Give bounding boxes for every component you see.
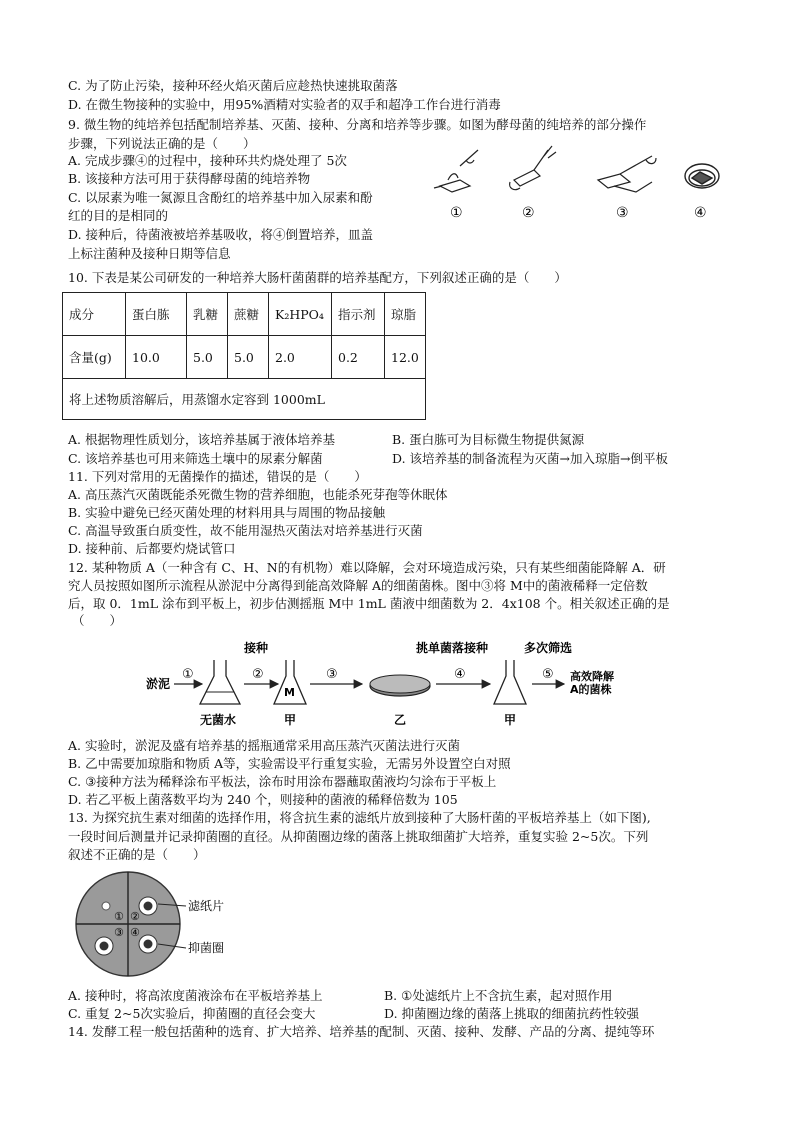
flask-label-sterile-water: 无菌水 — [200, 713, 237, 727]
table-header-row — [63, 293, 426, 336]
q11-option-a: A. 高压蒸汽灭菌既能杀死微生物的营养细胞，也能杀死芽孢等休眠体 — [68, 487, 448, 502]
flow-step-2: ② — [252, 667, 264, 682]
q9-option-b: B. 该接种方法可用于获得酵母菌的纯培养物 — [68, 171, 311, 186]
inhibition-zone-label: 抑菌圈 — [188, 941, 225, 955]
filter-disc-3 — [100, 942, 109, 951]
quadrant-1-label: ① — [114, 910, 124, 923]
medium-recipe-table — [62, 292, 426, 420]
q8-option-c: C. 为了防止污染，接种环经火焰灭菌后应趁热快速挑取菌落 — [68, 78, 398, 93]
antibiotic-plate-figure — [70, 868, 270, 984]
table-cell: 2.0 — [269, 336, 332, 379]
table-cell: 0.2 — [332, 336, 385, 379]
filter-disc-2 — [144, 902, 153, 911]
table-footer: 将上述物质溶解后，用蒸馏水定容到 1000mL — [63, 379, 426, 420]
step-3-label: ③ — [616, 205, 629, 221]
streak-plate-illustration — [598, 156, 656, 192]
result-label-line2: A的菌株 — [570, 683, 612, 696]
filter-paper-label: 滤纸片 — [188, 899, 225, 913]
q13-stem-line2: 一段时间后测量并记录抑菌圈的直径。从抑菌圈边缘的菌落上挑取细菌扩大培养，重复实验 2~5次。下列 — [68, 829, 649, 844]
q10-stem: 10. 下表是某公司研发的一种培养大肠杆菌菌群的培养基配方，下列叙述正确的是（ ） — [68, 270, 567, 285]
quadrant-4-label: ④ — [130, 926, 140, 939]
q12-option-d: D. 若乙平板上菌落数平均为 240 个，则接种的菌液的稀释倍数为 105 — [68, 792, 458, 807]
q12-stem-line3: 后，取 0．1mL 涂布到平板上，初步估测摇瓶 M中 1mL 菌液中细菌数为 2．4x108 个。相关叙述正确的是 — [68, 596, 670, 611]
step-1-label: ① — [450, 205, 463, 221]
pick-colony-label: 挑单菌落接种 — [416, 641, 489, 655]
q12-option-c: C. ③接种方法为稀释涂布平板法，涂布时用涂布器蘸取菌液均匀涂布于平板上 — [68, 774, 497, 789]
table-row — [63, 336, 426, 379]
step-4-label: ④ — [694, 205, 707, 221]
table-cell: 10.0 — [126, 336, 187, 379]
q13-option-c: C. 重复 2~5次实验后，抑菌圈的直径会变大 — [68, 1006, 316, 1021]
shake-flask-jia — [494, 660, 526, 704]
filter-disc-1 — [102, 902, 110, 910]
q13-stem-line3: 叙述不正确的是（ ） — [68, 847, 206, 862]
q9-option-a: A. 完成步骤④的过程中，接种环共灼烧处理了 5次 — [68, 153, 347, 168]
inoculate-label: 接种 — [244, 641, 269, 655]
q13-stem-line1: 13. 为探究抗生素对细菌的选择作用，将含抗生素的滤纸片放到接种了大肠杆菌的平板培养基上（如下图), — [68, 810, 651, 825]
flask-m-label: M — [284, 686, 295, 699]
q13-option-d: D. 抑菌圈边缘的菌落上挑取的细菌抗药性较强 — [384, 1006, 640, 1021]
q11-option-d: D. 接种前、后都要灼烧试管口 — [68, 541, 236, 556]
q9-option-c-line1: C. 以尿素为唯一氮源且含酚红的培养基中加入尿素和酚 — [68, 190, 373, 205]
table-header-cell: 蛋白胨 — [126, 293, 187, 336]
q11-option-b: B. 实验中避免已经灭菌处理的材料用具与周围的物品接触 — [68, 505, 386, 520]
flow-step-3: ③ — [326, 667, 338, 682]
flow-step-1: ① — [182, 667, 194, 682]
table-header-cell: 乳糖 — [187, 293, 228, 336]
q12-option-b: B. 乙中需要加琼脂和物质 A等，实验需设平行重复实验，无需另外设置空白对照 — [68, 756, 511, 771]
q12-stem-line2: 究人员按照如图所示流程从淤泥中分离得到能高效降解 A的细菌菌株。图中③将 M中的菌液稀释一定倍数 — [68, 578, 648, 593]
table-header-cell: 琼脂 — [385, 293, 426, 336]
q12-stem-line4: （ ） — [72, 613, 123, 628]
petri-dish-illustration — [685, 164, 719, 188]
q9-option-c-line2: 红的目的是相同的 — [68, 208, 169, 223]
table-cell: 5.0 — [228, 336, 269, 379]
q12-stem-line1: 12. 某种物质 A（一种含有 C、H、N的有机物）难以降解，会对环境造成污染，只有某些细菌能降解 A．研 — [68, 560, 666, 575]
table-footer-row — [63, 379, 426, 420]
sludge-label: 淤泥 — [146, 677, 171, 691]
flask-label-jia-2: 甲 — [504, 713, 517, 727]
q10-option-b: B. 蛋白胨可为目标微生物提供氮源 — [392, 432, 585, 447]
flow-step-4: ④ — [454, 667, 466, 682]
q13-option-b: B. ①处滤纸片上不含抗生素，起对照作用 — [384, 988, 613, 1003]
table-cell: 5.0 — [187, 336, 228, 379]
flow-step-5: ⑤ — [542, 667, 554, 682]
q10-option-c: C. 该培养基也可用来筛选土壤中的尿素分解菌 — [68, 451, 323, 466]
q9-stem-line1: 9. 微生物的纯培养包括配制培养基、灭菌、接种、分离和培养等步骤。如图为酵母菌的纯培养的部分操作 — [68, 117, 647, 132]
tube-inoculate-illustration — [510, 146, 556, 190]
q10-option-a: A. 根据物理性质划分，该培养基属于液体培养基 — [68, 432, 335, 447]
table-header-cell: K₂HPO₄ — [269, 293, 332, 336]
step-2-label: ② — [522, 205, 535, 221]
q8-option-d: D. 在微生物接种的实验中，用95%酒精对实验者的双手和超净工作台进行消毒 — [68, 97, 501, 112]
sterile-water-flask — [200, 660, 240, 704]
table-header-cell: 指示剂 — [332, 293, 385, 336]
result-label-line1: 高效降解 — [570, 670, 614, 683]
q13-option-a: A. 接种时，将高浓度菌液涂布在平板培养基上 — [68, 988, 323, 1003]
multi-screen-label: 多次筛选 — [524, 641, 573, 655]
q9-stem-line2: 步骤，下列说法正确的是（ ） — [68, 136, 256, 151]
q11-option-c: C. 高温导致蛋白质变性，故不能用湿热灭菌法对培养基进行灭菌 — [68, 523, 423, 538]
plate-label-yi: 乙 — [394, 713, 407, 727]
flame-sterilize-illustration — [434, 150, 478, 192]
table-cell: 12.0 — [385, 336, 426, 379]
flask-label-jia-1: 甲 — [284, 713, 297, 727]
table-row-label: 含量(g) — [63, 336, 126, 379]
quadrant-3-label: ③ — [114, 926, 124, 939]
isolation-flowchart — [140, 632, 640, 732]
filter-disc-4 — [144, 940, 153, 949]
q14-stem: 14. 发酵工程一般包括菌种的选育、扩大培养、培养基的配制、灭菌、接种、发酵、产品的分离、提纯等环 — [68, 1024, 655, 1039]
q9-option-d-line2: 上标注菌种及接种日期等信息 — [68, 246, 231, 261]
q11-stem: 11. 下列对常用的无菌操作的描述，错误的是（ ） — [68, 469, 367, 484]
q10-option-d: D. 该培养基的制备流程为灭菌→加入琼脂→倒平板 — [392, 451, 668, 466]
table-header-cell: 蔗糖 — [228, 293, 269, 336]
q12-option-a: A. 实验时，淤泥及盛有培养基的摇瓶通常采用高压蒸汽灭菌法进行灭菌 — [68, 738, 460, 753]
q9-steps-figure — [430, 142, 720, 224]
q9-option-d-line1: D. 接种后，待菌液被培养基吸收，将④倒置培养，皿盖 — [68, 227, 374, 242]
quadrant-2-label: ② — [130, 910, 140, 923]
table-header-cell: 成分 — [63, 293, 126, 336]
